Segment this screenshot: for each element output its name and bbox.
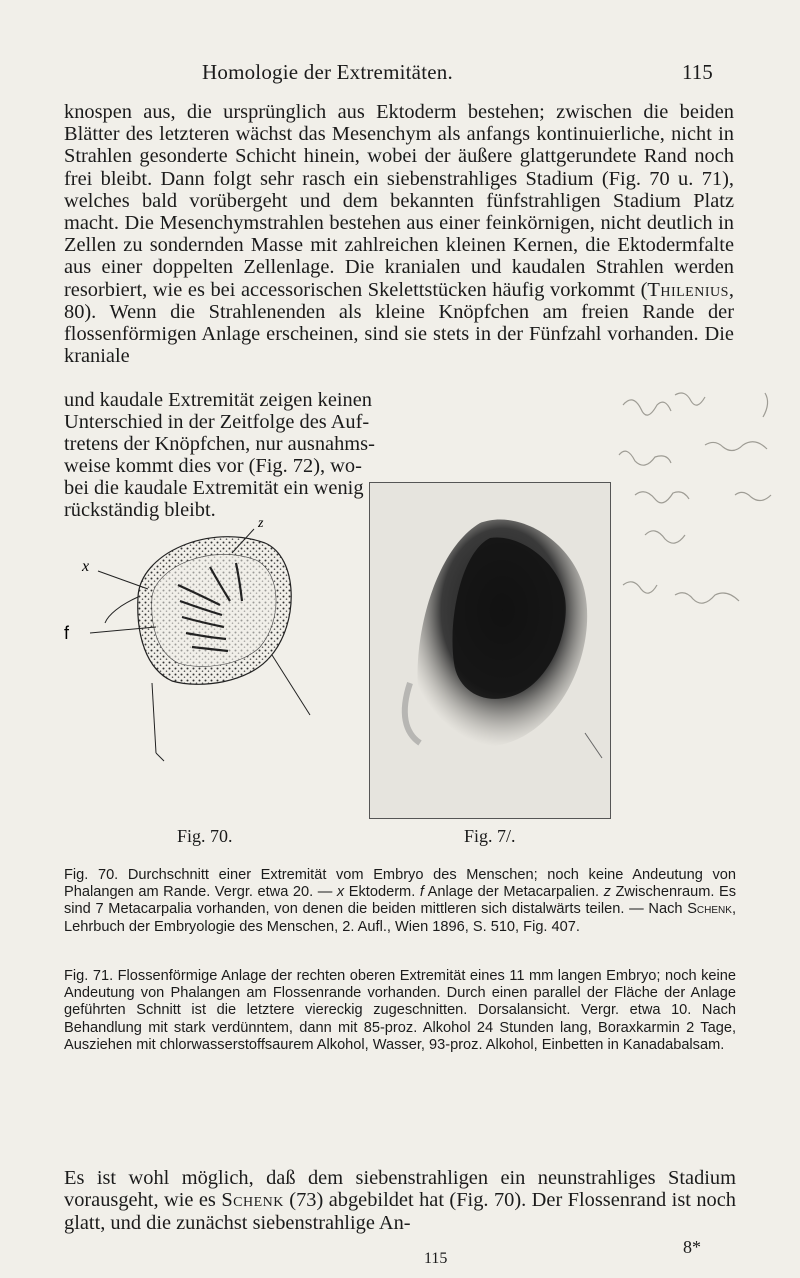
caption-71-text: Flossenförmige Anlage der rechten oberen Extremität eines 11 mm langen Embryo; noch keine Andeutung von Phalangen am Flossenrande vorhanden. Durch einen parallel der Fläche der Anlage geführten Schnitt ist die letztere viereckig zugeschnitten. Dorsalansicht. Vergr. etwa 10. Nach Behandlung mit stark verdünntem, dann mit 85-proz. Alkohol 24 Stunden lang, Boraxkarmin 2 Tage, Ausziehen mit chlorwasserstoffsaurem Alkohol, Wasser, 93-proz. Alkohol, Einbetten in Kanadabalsam. [64,968,736,1053]
running-title: Homologie der Extremitäten. [202,60,453,84]
narrow-line-4: weise kommt dies vor (Fig. 72), wo- [64,455,362,477]
narrow-line-6: rückständig bleibt. [64,499,216,521]
footer-page-number: 115 [424,1250,448,1267]
figure-71-specimen [370,483,610,818]
figure-70-label: Fig. 70. [177,826,233,846]
author-thilenius: Thilenius [647,278,729,301]
figure-70-letter-f: f [64,623,70,643]
figure-71-label: Fig. 7/. [464,826,516,846]
paragraph-1-text-b: , 80). Wenn die Strahlenenden als kleine Knöpfchen am freien Rande der flossenförmigen Anlage erscheinen, sind sie stets in der Fünfzahl vorhanden. Die kraniale [64,278,734,368]
paragraph-1-text-a: knospen aus, die ursprünglich aus Ektoderm bestehen; zwischen die beiden Blätter des letzteren wächst das Mesenchym als anfangs kontinuierliche, nicht in Strahlen gesonderte Schicht hinein, wobei der äußere glattgerundete Rand noch frei bleibt. Dann folgt sehr rasch ein siebenstrahliges Stadium (Fig. 70 u. 71), welches bald vorübergeht und dem bekannten fünfstrahligen Stadium Platz macht. Die Mesenchymstrahlen bestehen aus einer feinkörnigen, nicht deutlich in Zellen zu sondernden Masse mit zahlreichen kleinen Kernen, die Ektodermfalte aus einer doppelten Zellenlage. Die kranialen und kaudalen Strahlen werden resorbiert, wie es bei accessorischen Skelettstücken häufig vorkommt ( [64,101,734,301]
figure-70-letter-x: x [82,558,90,575]
signature-mark: 8* [683,1237,701,1257]
caption-70-z: z [603,884,611,901]
caption-70-x: x [336,884,345,901]
caption-70-author: Schenk [687,901,732,918]
narrow-line-3: tretens der Knöpfchen, nur ausnahms- [64,433,375,455]
caption-71-lead: Fig. 71. [64,968,114,984]
caption-70-f: f [419,884,424,901]
caption-70-text-b: Ektoderm. [344,884,420,901]
figure-71-photo [369,482,611,819]
caption-70-text-d: Zwischenraum. Es sind 7 Metacarpalia vorhanden, von denen die beiden mittleren sich distalwärts teilen. — Nach [64,884,737,918]
caption-70-lead: Fig. 70. [64,867,119,883]
header-page-number: 115 [682,60,713,84]
caption-70-text-e: , Lehrbuch der Embryologie des Menschen, 2. Aufl., Wien 1896, S. 510, Fig. 407. [64,901,736,935]
running-header [0,60,800,90]
paragraph-2 [64,1167,736,1234]
figure-70-drawing [60,505,360,805]
paragraph-2-text-b: (73) abgebildet hat (Fig. 70). Der Flossenrand ist noch glatt, und die zunächst siebenstrahlige An- [64,1189,736,1234]
caption-figure-71 [64,968,736,1054]
narrow-line-5: bei die kaudale Extremität ein wenig [64,477,364,499]
figure-70-letter-z: z [258,516,264,531]
narrow-line-1: und kaudale Extremität zeigen keinen [64,389,373,411]
caption-70-text-c: Anlage der Metacarpalien. [423,884,604,901]
paragraph-2-text-a: Es ist wohl möglich, daß dem siebenstrahligen ein neunstrahliges Stadium vorausgeht, wie es [64,1167,736,1212]
caption-70-text-a: Durchschnitt einer Extremität vom Embryo des Menschen; noch keine Andeutung von Phalangen am Rande. Vergr. etwa 20. — [64,867,736,901]
paragraph-1 [64,101,734,367]
pencil-marginalia [615,385,800,645]
caption-figure-70 [64,867,736,936]
author-schenk: Schenk [221,1189,284,1212]
narrow-line-2: Unterschied in der Zeitfolge des Auf- [64,411,370,433]
